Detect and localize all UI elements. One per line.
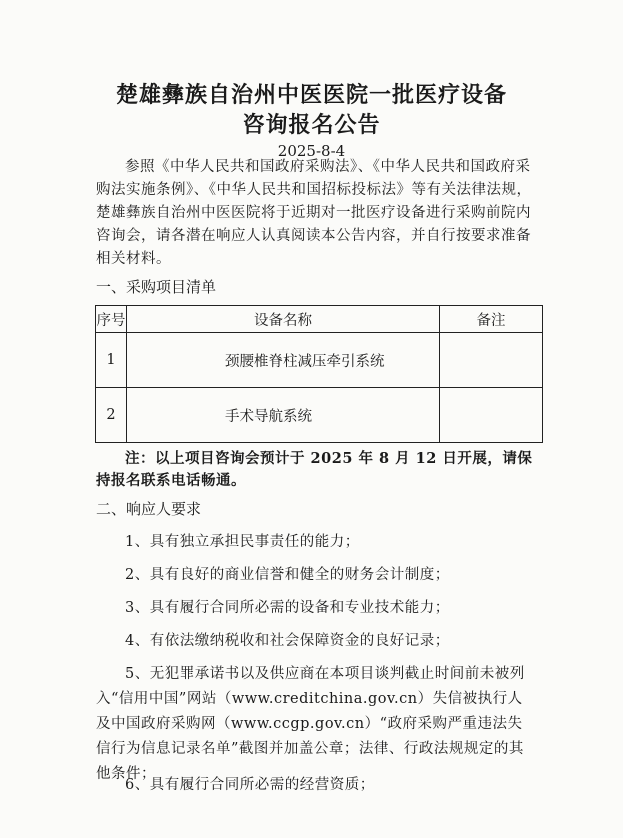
document-title-line-2: 咨询报名公告 [242,112,381,138]
requirement-item: 5、无犯罪承诺书以及供应商在本项目谈判截止时间前未被列入“信用中国”网站（www.creditchina.gov.cn）失信被执行人及中国政府采购网（www.ccgp.gov.cn）“政府采购严重违法失信行为信息记录名单”截图并加盖公章；法律、行政法规规定的其他条件； [96,666,525,782]
document-title-line-1: 楚雄彝族自治州中医医院一批医疗设备 [115,82,507,108]
requirement-item: 2、具有良好的商业信誉和健全的财务会计制度； [125,567,450,583]
column-header-seq: 序号 [96,306,127,333]
column-header-equipment-name: 设备名称 [127,306,440,333]
row-remark [440,388,543,443]
table-row [96,333,543,388]
schedule-note: 注：以上项目咨询会预计于 2025 年 8 月 12 日开展，请保持报名联系电话畅通。 [96,450,533,489]
row-equipment-name: 手术导航系统 [127,388,440,443]
row-remark [440,333,543,388]
requirement-item: 1、具有独立承担民事责任的能力； [125,534,360,550]
section-heading-requirements: 二、响应人要求 [96,500,202,518]
column-header-remark: 备注 [440,306,543,333]
table-row [96,388,543,443]
row-seq: 2 [96,388,127,443]
row-seq: 1 [96,333,127,388]
procurement-items-table [95,305,543,443]
requirement-item: 3、具有履行合同所必需的设备和专业技术能力； [125,600,450,616]
requirement-item: 6、具有履行合同所必需的经营资质； [125,777,375,793]
section-heading-procurement-list: 一、采购项目清单 [96,278,217,296]
intro-paragraph: 参照《中华人民共和国政府采购法》、《中华人民共和国政府采购法实施条例》、《中华人民共和国招标投标法》等有关法律法规，楚雄彝族自治州中医医院将于近期对一批医疗设备进行采购前院内咨询会，请各潜在响应人认真阅读本公告内容，并自行按要求准备相关材料。 [96,159,532,267]
publish-date: 2025-8-4 [277,142,346,160]
requirement-item: 4、有依法缴纳税收和社会保障资金的良好记录； [125,633,450,649]
row-equipment-name: 颈腰椎脊柱减压牵引系统 [127,333,440,388]
table-header-row [96,306,543,333]
